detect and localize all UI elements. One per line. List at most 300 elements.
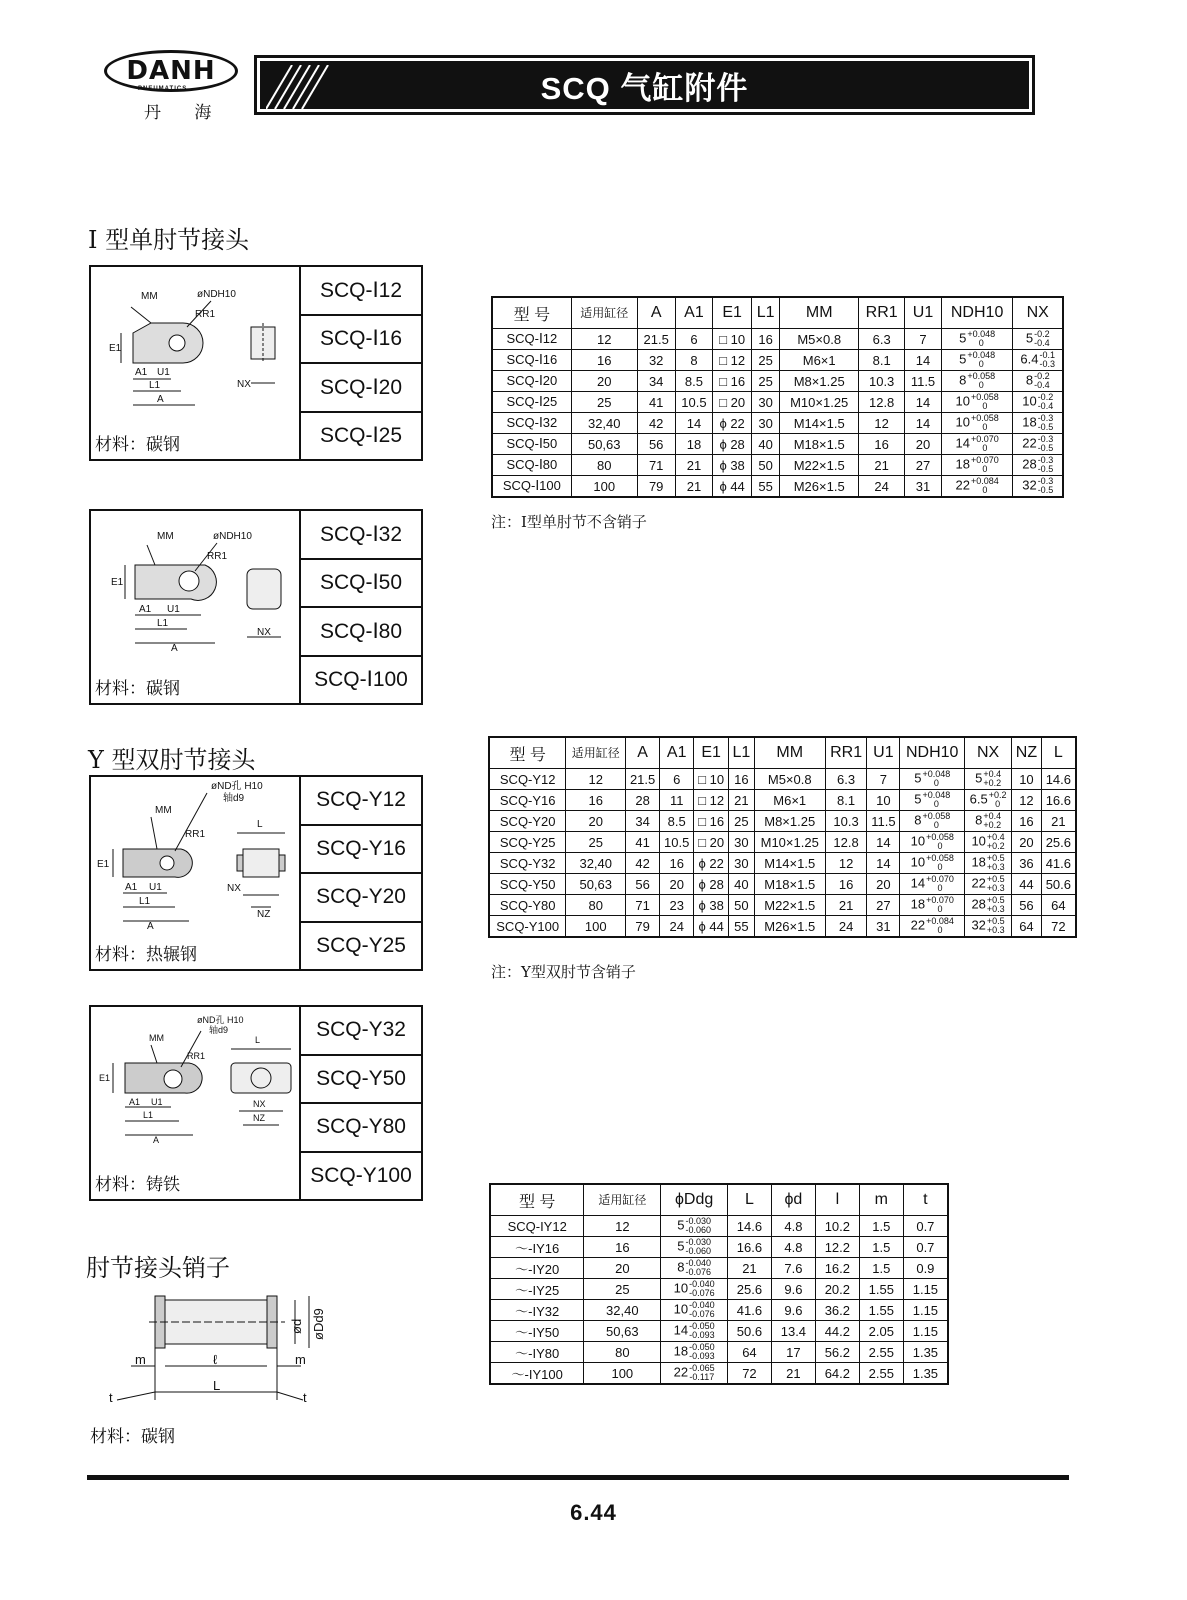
tolerance-lower: -0.5 [1037,464,1054,474]
table-cell: SCQ-Ⅰ80 [492,455,571,476]
table-cell [965,832,1012,853]
col-header: NDH10 [900,737,965,769]
table-cell: 10.5 [660,832,694,853]
label-nd-hole: øND孔 H10 [211,781,263,792]
label-l1: L1 [157,618,169,629]
table-row [489,769,1076,790]
tolerance [689,1301,715,1319]
label-shaft: 轴d9 [223,793,245,804]
tolerance-lower: +0.2 [983,778,1002,788]
table-cell: SCQ-Y16 [489,790,566,811]
label-nx: NX [257,627,271,638]
table-cell [965,853,1012,874]
table-pin [489,1183,949,1385]
cell-value: 8 [1025,372,1034,388]
table-cell: 20 [905,434,942,455]
label-e1: E1 [111,577,124,588]
tolerance [685,1217,711,1235]
drawing-y-small [91,777,301,969]
table-cell: 10.5 [675,392,713,413]
model-item: SCQ-Y16 [301,826,421,875]
label-a1: A1 [135,367,148,378]
table-cell: ～-IY80 [490,1342,584,1363]
pin-label-t: t [109,1390,113,1405]
col-header: RR1 [825,737,867,769]
table-cell: 4.8 [771,1216,815,1237]
table-cell: 50 [729,895,755,916]
table-cell: 21 [727,1258,771,1279]
cell-value: 14 [955,435,970,451]
col-header: MM [754,737,825,769]
stripes-decoration [266,65,336,111]
cell-value: 22 [971,875,986,891]
table-row [490,1300,948,1321]
table-cell: 41.6 [727,1300,771,1321]
tolerance-lower: -0.076 [685,1267,711,1277]
tolerance [987,833,1005,851]
table-cell: M14×1.5 [780,413,859,434]
tolerance [689,1280,715,1298]
table-row [490,1237,948,1258]
cell-value: 8 [959,372,967,388]
table-cell: 1.55 [859,1300,903,1321]
tolerance-upper: +0.058 [926,853,954,863]
table-row [490,1321,948,1342]
table-cell [1013,371,1063,392]
table-cell: 16 [584,1237,661,1258]
model-item: SCQ-Y32 [301,1007,421,1056]
tolerance [1034,330,1050,348]
tolerance-upper: -0.040 [685,1258,711,1268]
cell-value: 22 [1022,435,1037,451]
table-cell: 42 [637,413,675,434]
table-cell: 11 [660,790,694,811]
table-cell: 14.6 [1041,769,1076,790]
table-cell: 55 [729,916,755,938]
model-list-i-large [301,511,421,703]
table-cell: 12.8 [859,392,905,413]
table-row [490,1216,948,1237]
col-header: L1 [729,737,755,769]
tolerance-lower: 0 [982,401,988,411]
model-list-y-large [301,1007,421,1199]
table-row [489,874,1076,895]
tolerance-upper: +0.084 [970,476,999,486]
cell-value: 5 [959,351,967,367]
table-cell: 25 [729,811,755,832]
cell-value: 14 [673,1322,689,1338]
table-cell: 10.3 [825,811,867,832]
table-cell [900,874,965,895]
table-cell: 64.2 [815,1363,859,1385]
table-cell: □ 10 [713,329,752,350]
material-label: 材料：铸铁 [95,1175,180,1195]
table-cell [965,811,1012,832]
tolerance-upper: +0.058 [970,413,999,423]
cell-value: 6.4 [1020,351,1039,367]
material-label: 材料：碳钢 [95,435,180,455]
tolerance [689,1364,715,1382]
tolerance-upper: +0.048 [967,350,996,360]
table-cell: 9.6 [771,1279,815,1300]
drawing-box-y-large [89,1005,423,1201]
tolerance [689,1322,715,1340]
table-cell: 28 [626,790,660,811]
table-cell [1013,455,1063,476]
label-e1: E1 [97,859,110,870]
table-cell: 25.6 [727,1279,771,1300]
table-cell: ϕ 22 [713,413,752,434]
col-header: NDH10 [941,297,1013,329]
table-cell: 21 [1041,811,1076,832]
col-header: 型 号 [490,1184,584,1216]
table-cell [941,434,1013,455]
table-cell: 1.15 [903,1300,948,1321]
table-cell: M18×1.5 [780,434,859,455]
pin-label-ll: ℓ [213,1352,218,1367]
table-cell: 21 [675,455,713,476]
table-cell [900,769,965,790]
table-row [489,811,1076,832]
table-cell: 30 [729,853,755,874]
label-l: L [255,1035,261,1045]
col-header: 适用缸径 [584,1184,661,1216]
table-cell: SCQ-IY12 [490,1216,584,1237]
tolerance [987,875,1005,893]
table-cell: 80 [584,1342,661,1363]
logo-chinese: 丹 海 [144,103,226,123]
table-cell [900,895,965,916]
tolerance [971,456,999,474]
cell-value: 8 [914,812,922,828]
table-cell: 36.2 [815,1300,859,1321]
note-i-type: 注：Ⅰ型单肘节不含销子 [491,513,647,531]
tolerance-upper: +0.058 [967,371,996,381]
table-row [490,1363,948,1385]
label-mm: MM [141,291,158,302]
table-cell: □ 10 [694,769,729,790]
table-cell: 25 [751,371,779,392]
label-a1: A1 [125,882,138,893]
table-cell: 64 [1041,895,1076,916]
pin-label-dd: øDd9 [311,1308,326,1340]
table-cell: 30 [751,392,779,413]
tolerance-upper: -0.3 [1037,413,1054,423]
table-cell: 31 [867,916,900,938]
tolerance-lower: -0.5 [1037,422,1054,432]
table-cell: 100 [571,476,637,498]
table-cell: 16.2 [815,1258,859,1279]
table-cell: 21 [825,895,867,916]
table-cell: 30 [751,413,779,434]
tolerance-upper: +0.058 [922,811,951,821]
table-row [489,853,1076,874]
tolerance-lower: -0.093 [689,1351,715,1361]
table-cell: 1.5 [859,1216,903,1237]
tolerance-upper: -0.040 [689,1300,715,1310]
table-cell [965,790,1012,811]
table-cell: 44 [1012,874,1042,895]
table-cell: 1.55 [859,1279,903,1300]
table-cell: ϕ 22 [694,853,729,874]
tolerance [926,833,954,851]
label-nz: NZ [257,909,271,920]
pin-label-l: L [213,1378,221,1393]
col-header: 型 号 [489,737,566,769]
tolerance-lower: -0.5 [1037,485,1054,495]
table-cell: 31 [905,476,942,498]
table-cell: 50.6 [727,1321,771,1342]
tolerance-upper: +0.4 [986,832,1005,842]
pin-label-m: m [135,1352,146,1367]
label-r: RR1 [207,551,228,562]
tolerance [1038,477,1054,495]
table-cell [661,1363,728,1385]
cell-value: 5 [975,770,983,786]
table-cell: 56 [1012,895,1042,916]
col-header: NX [965,737,1012,769]
table-cell: □ 20 [713,392,752,413]
drawing-box-i-large [89,509,423,705]
tolerance-lower: 0 [982,485,988,495]
cell-value: 14 [910,875,926,891]
table-cell [661,1216,728,1237]
table-cell [941,392,1013,413]
label-u1: U1 [151,1097,163,1107]
tolerance-upper: +0.070 [926,895,954,905]
tolerance [1038,456,1054,474]
table-cell: M8×1.25 [754,811,825,832]
table-cell: 34 [637,371,675,392]
table-cell: ～-IY16 [490,1237,584,1258]
drawing-box-y-small [89,775,423,971]
table-cell [661,1258,728,1279]
table-cell: M8×1.25 [780,371,859,392]
label-l1: L1 [149,380,161,391]
tolerance-upper: +0.5 [986,895,1005,905]
col-header: l [815,1184,859,1216]
footer-rule [87,1475,1069,1480]
table-cell: 23 [660,895,694,916]
table-i-body [492,329,1063,498]
col-header: U1 [867,737,900,769]
cell-value: 8 [677,1259,685,1275]
page-number: 6.44 [570,1500,617,1525]
table-cell: 21 [675,476,713,498]
table-cell: 1.5 [859,1258,903,1279]
table-cell [661,1279,728,1300]
table-row [492,350,1063,371]
tolerance [983,812,1001,830]
table-cell: 41 [626,832,660,853]
table-cell: 21.5 [626,769,660,790]
table-cell: □ 12 [694,790,729,811]
table-row [489,916,1076,938]
col-header: A [637,297,675,329]
tolerance-lower: -0.093 [689,1330,715,1340]
table-cell [900,790,965,811]
table-cell: ϕ 38 [713,455,752,476]
table-cell: SCQ-Ⅰ100 [492,476,571,498]
table-i-type [491,296,1064,498]
tolerance-upper: +0.070 [970,455,999,465]
table-cell: 7 [905,329,942,350]
tolerance [987,854,1005,872]
tolerance-lower: 0 [982,422,988,432]
table-row [490,1342,948,1363]
table-cell: 4.8 [771,1237,815,1258]
tolerance-lower: -0.4 [1034,338,1050,348]
table-cell: SCQ-Ⅰ50 [492,434,571,455]
model-item: SCQ-Y12 [301,777,421,826]
table-cell: 14 [905,350,942,371]
table-cell: 10 [867,790,900,811]
tolerance-lower: +0.2 [986,841,1005,851]
tolerance-lower: -0.5 [1037,443,1054,453]
table-cell: 8 [675,350,713,371]
tolerance-lower: 0 [933,820,939,830]
col-header: 适用缸径 [566,737,626,769]
cell-value: 10 [971,833,986,849]
table-cell: 7 [867,769,900,790]
cell-value: 10 [955,393,970,409]
tolerance-upper: +0.084 [926,916,954,926]
table-cell: 8.5 [675,371,713,392]
label-mm: MM [149,1033,164,1043]
table-cell: 1.5 [859,1237,903,1258]
table-cell: 14 [867,853,900,874]
table-cell: 25 [571,392,637,413]
table-cell: 20 [566,811,626,832]
col-header: L [727,1184,771,1216]
table-cell: 16 [859,434,905,455]
tolerance-upper: +0.058 [970,392,999,402]
tolerance [967,330,995,348]
pin-label-m: m [295,1352,306,1367]
table-cell [965,895,1012,916]
table-cell [1013,413,1063,434]
table-cell: ～-IY100 [490,1363,584,1385]
table-y-type [488,736,1077,938]
table-cell: 16 [825,874,867,895]
table-cell [1013,476,1063,498]
table-cell: 56 [637,434,675,455]
material-label: 材料：碳钢 [95,679,180,699]
label-u1: U1 [167,604,180,615]
table-cell: 50,63 [584,1321,661,1342]
table-cell: SCQ-Y100 [489,916,566,938]
cell-value: 5 [1025,330,1034,346]
tolerance [971,435,999,453]
tolerance-lower: 0 [933,799,939,809]
tolerance [1040,351,1056,369]
tolerance-upper: +0.5 [986,874,1005,884]
table-cell: SCQ-Y50 [489,874,566,895]
section-title-pin: 肘节接头销子 [86,1254,230,1282]
table-cell: □ 20 [694,832,729,853]
table-cell: ～-IY50 [490,1321,584,1342]
cell-value: 6.5 [969,791,988,807]
table-cell: 16 [729,769,755,790]
table-cell [1013,329,1063,350]
tolerance-lower: -0.117 [689,1372,715,1382]
tolerance-lower: +0.3 [986,925,1005,935]
table-cell: ϕ 44 [694,916,729,938]
label-nd: øNDH10 [213,531,252,542]
table-cell: 20 [660,874,694,895]
cell-value: 18 [1022,414,1037,430]
table-cell [661,1300,728,1321]
table-cell: M26×1.5 [780,476,859,498]
table-cell [941,329,1013,350]
table-cell: 20 [571,371,637,392]
cell-value: 18 [910,896,926,912]
model-item: SCQ-Ⅰ12 [301,267,421,316]
table-cell: 100 [584,1363,661,1385]
table-cell: 2.55 [859,1342,903,1363]
tolerance [926,854,954,872]
tolerance-lower: -0.060 [685,1225,711,1235]
table-cell [1013,434,1063,455]
table-cell [900,916,965,938]
table-cell: 50.6 [1041,874,1076,895]
table-cell: 25 [751,350,779,371]
table-cell: 80 [566,895,626,916]
table-cell: 24 [859,476,905,498]
table-cell: 40 [729,874,755,895]
table-cell: 7.6 [771,1258,815,1279]
table-cell [941,455,1013,476]
col-header: MM [780,297,859,329]
table-cell [900,853,965,874]
cell-value: 18 [673,1343,689,1359]
label-e1: E1 [109,343,122,354]
cell-value: 28 [1022,456,1037,472]
table-row [489,790,1076,811]
label-nx: NX [253,1099,266,1109]
cell-value: 22 [910,917,926,933]
table-cell: M6×1 [754,790,825,811]
table-cell: 56 [626,874,660,895]
table-cell: 40 [751,434,779,455]
table-row [490,1258,948,1279]
tolerance [922,791,950,809]
model-item: SCQ-Ⅰ16 [301,316,421,365]
label-l: L [257,819,263,830]
cell-value: 5 [959,330,967,346]
tolerance-upper: +0.4 [983,769,1002,779]
table-cell: 100 [566,916,626,938]
tolerance-upper: -0.050 [689,1321,715,1331]
table-cell: 30 [729,832,755,853]
cell-value: 32 [1022,477,1037,493]
logo-word: DANH [126,56,216,86]
drawing-box-i-small [89,265,423,461]
table-cell: 0.7 [903,1216,948,1237]
tolerance [1038,435,1054,453]
table-cell: M5×0.8 [754,769,825,790]
table-cell [900,832,965,853]
col-header: A1 [675,297,713,329]
table-row [492,413,1063,434]
table-cell: SCQ-Y80 [489,895,566,916]
model-item: SCQ-Y25 [316,933,406,957]
table-cell: ～-IY20 [490,1258,584,1279]
table-row [492,476,1063,498]
table-cell: 11.5 [867,811,900,832]
table-cell: SCQ-Y25 [489,832,566,853]
label-nd-hole: øND孔 H10 [197,1015,244,1025]
